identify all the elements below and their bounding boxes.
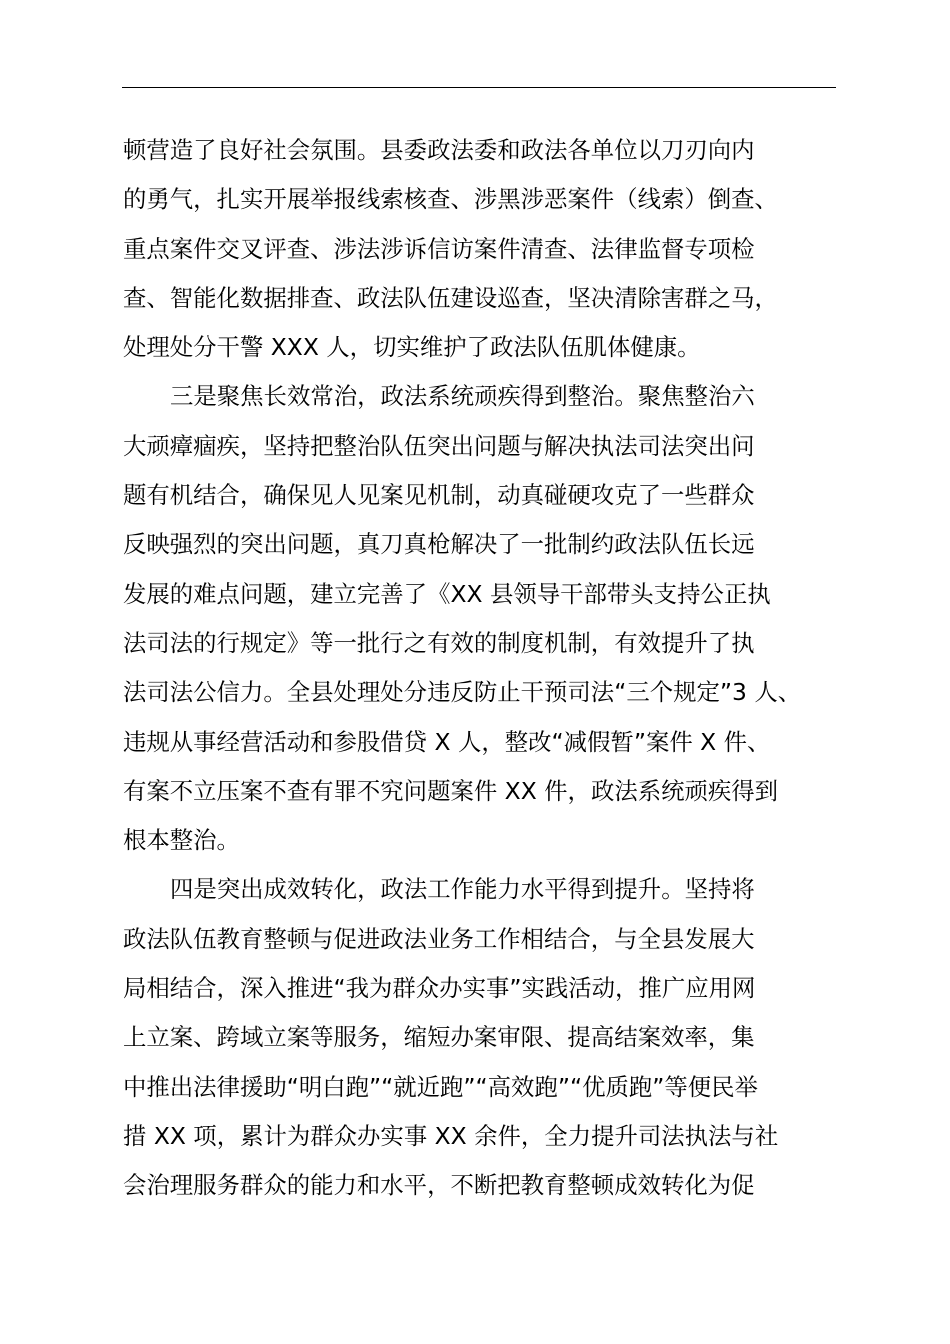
text-line: 局相结合，深入推进“我为群众办实事”实践活动，推广应用网 [123, 974, 756, 1003]
text-line: 违规从事经营活动和参股借贷 X 人，整改“减假暂”案件 X 件、 [123, 727, 771, 756]
text-line: 查、智能化数据排查、政法队伍建设巡查，坚决清除害群之马， [123, 283, 778, 312]
text-line: 措 XX 项，累计为群众办实事 XX 余件，全力提升司法执法与社 [123, 1121, 779, 1150]
text-line: 政法队伍教育整顿与促进政法业务工作相结合，与全县发展大 [123, 924, 755, 953]
paragraph-1 [123, 126, 835, 372]
text-line: 处理处分干警 XXX 人，切实维护了政法队伍肌体健康。 [123, 333, 701, 362]
text-line: 中推出法律援助“明白跑”“就近跑”“高效跑”“优质跑”等便民举 [123, 1072, 758, 1101]
text-line: 发展的难点问题，建立完善了《XX 县领导干部带头支持公正执 [123, 579, 771, 608]
text-line: 四是突出成效转化，政法工作能力水平得到提升。坚持将 [170, 875, 755, 904]
text-line: 反映强烈的突出问题，真刀真枪解决了一批制约政法队伍长远 [123, 530, 755, 559]
text-line: 的勇气，扎实开展举报线索核查、涉黑涉恶案件（线索）倒查、 [123, 185, 778, 214]
text-line: 题有机结合，确保见人见案见机制，动真碰硬攻克了一些群众 [123, 481, 755, 510]
header-rule [122, 87, 836, 88]
text-line: 有案不立压案不查有罪不究问题案件 XX 件，政法系统顽疾得到 [123, 776, 779, 805]
text-line: 大顽瘴痼疾，坚持把整治队伍突出问题与解决执法司法突出问 [123, 431, 755, 460]
text-line: 根本整治。 [123, 826, 240, 855]
paragraph-3 [123, 865, 835, 1210]
text-line: 顿营造了良好社会氛围。县委政法委和政法各单位以刀刃向内 [123, 136, 755, 164]
text-line: 法司法公信力。全县处理处分违反防止干预司法“三个规定”3 人、 [123, 678, 802, 707]
text-line: 重点案件交叉评查、涉法涉诉信访案件清查、法律监督专项检 [123, 234, 755, 263]
text-line: 上立案、跨域立案等服务，缩短办案审限、提高结案效率，集 [123, 1023, 755, 1052]
paragraph-2 [123, 372, 835, 865]
document-body [123, 126, 835, 1211]
text-line: 会治理服务群众的能力和水平，不断把教育整顿成效转化为促 [123, 1171, 755, 1200]
text-line: 三是聚焦长效常治，政法系统顽疾得到整治。聚焦整治六 [170, 382, 755, 411]
text-line: 法司法的行规定》等一批行之有效的制度机制，有效提升了执 [123, 628, 755, 657]
